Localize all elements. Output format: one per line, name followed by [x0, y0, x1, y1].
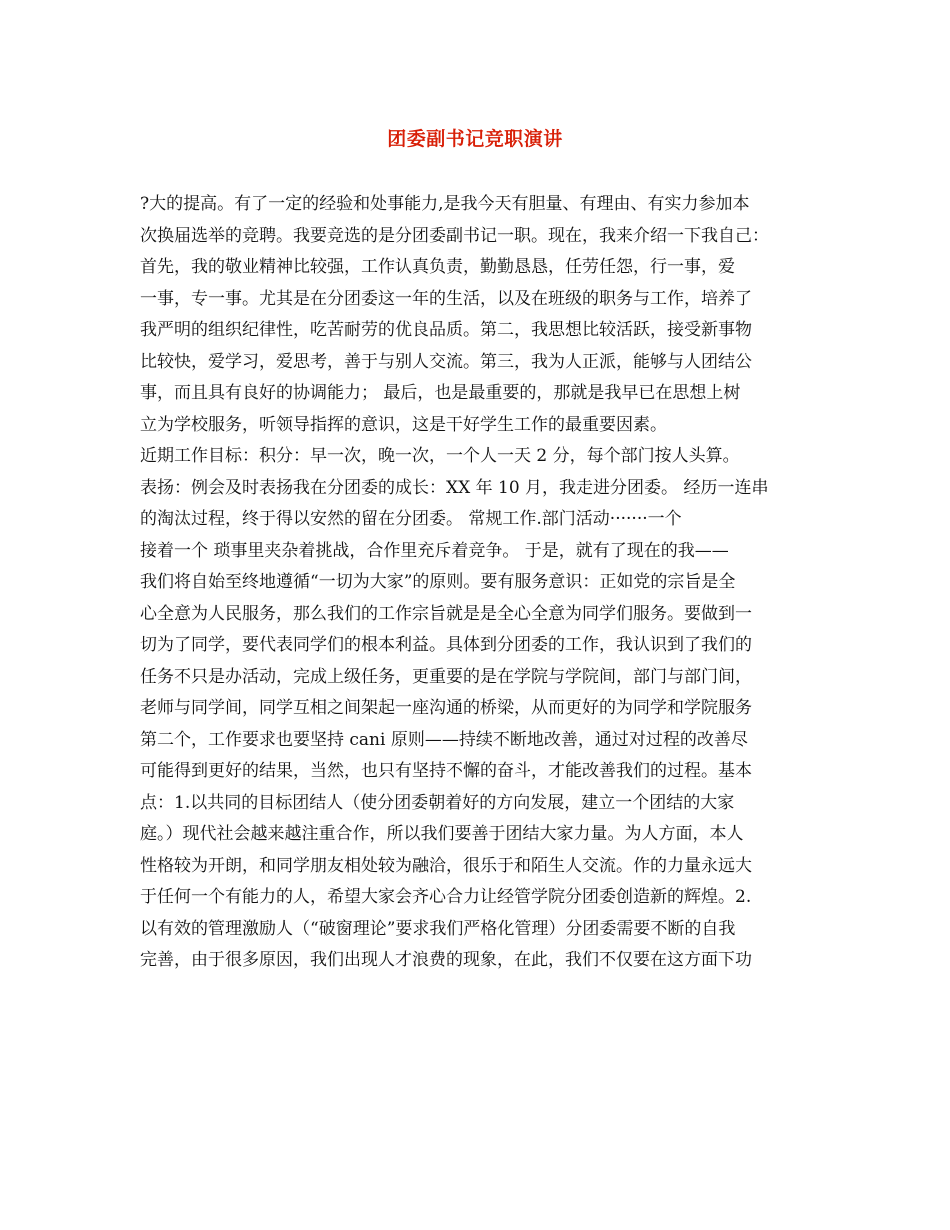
body-line: 我严明的组织纪律性，吃苦耐劳的优良品质。第二，我思想比较活跃，接受新事物 — [140, 320, 752, 340]
body-line: 表扬：例会及时表扬我在分团委的成长：XX 年 10 月，我走进分团委。 经历一连串 — [140, 477, 769, 498]
body-line: 立为学校服务，听领导指挥的意识，这是干好学生工作的最重要因素。 — [140, 414, 667, 435]
body-line: 心全意为人民服务，那么我们的工作宗旨就是是全心全意为同学们服务。要做到一 — [140, 603, 752, 624]
document-body — [140, 189, 830, 977]
body-line: 比较快，爱学习，爱思考，善于与别人交流。第三，我为人正派，能够与人团结公 — [140, 351, 752, 372]
document-title: 团委副书记竞职演讲 — [387, 128, 563, 150]
body-line: 庭。）现代社会越来越注重合作，所以我们要善于团结大家力量。为人方面，本人 — [140, 824, 744, 844]
body-line: 事，而且具有良好的协调能力； 最后，也是最重要的，那就是我早已在思想上树 — [140, 383, 741, 403]
body-line: 点：1.以共同的目标团结人（使分团委朝着好的方向发展，建立一个团结的大家 — [140, 792, 735, 813]
body-line: 以有效的管理激励人（“破窗理论”要求我们严格化管理）分团委需要不断的自我 — [140, 918, 736, 939]
body-line: 接着一个 琐事里夹杂着挑战，合作里充斥着竞争。 于是，就有了现在的我—— — [140, 540, 729, 561]
body-line: 第二个，工作要求也要坚持 cani 原则——持续不断地改善，通过对过程的改善尽 — [140, 729, 748, 750]
body-line: 近期工作目标：积分：早一次，晚一次，一个人一天 2 分，每个部门按人头算。 — [140, 446, 740, 466]
body-line: ?大的提高。有了一定的经验和处事能力,是我今天有胆量、有理由、有实力参加本 — [140, 194, 750, 214]
body-line: 可能得到更好的结果，当然，也只有坚持不懈的奋斗，才能改善我们的过程。基本 — [140, 761, 752, 781]
body-line: 的淘汰过程，终于得以安然的留在分团委。 常规工作.部门活动·······一个 — [140, 509, 682, 529]
body-line: 首先，我的敬业精神比较强，工作认真负责，勤勤恳恳，任劳任怨，行一事，爱 — [140, 257, 735, 277]
body-line: 我们将自始至终地遵循“一切为大家”的原则。要有服务意识：正如党的宗旨是全 — [140, 572, 736, 592]
body-line: 一事，专一事。尤其是在分团委这一年的生活，以及在班级的职务与工作，培养了 — [140, 288, 752, 309]
body-line: 老师与同学间，同学互相之间架起一座沟通的桥梁，从而更好的为同学和学院服务 — [140, 698, 752, 718]
body-line: 次换届选举的竞聘。我要竞选的是分团委副书记一职。现在，我来介绍一下我自己： — [140, 225, 769, 246]
body-line: 性格较为开朗，和同学朋友相处较为融洽，很乐于和陌生人交流。作的力量永远大 — [140, 855, 752, 876]
body-line: 于任何一个有能力的人，希望大家会齐心合力让经管学院分团委创造新的辉煌。2. — [140, 887, 752, 907]
body-line: 任务不只是办活动，完成上级任务，更重要的是在学院与学院间，部门与部门间， — [140, 666, 752, 687]
body-line: 完善，由于很多原因，我们出现人才浪费的现象，在此，我们不仅要在这方面下功 — [140, 950, 752, 970]
body-line: 切为了同学，要代表同学们的根本利益。具体到分团委的工作，我认识到了我们的 — [140, 635, 752, 655]
